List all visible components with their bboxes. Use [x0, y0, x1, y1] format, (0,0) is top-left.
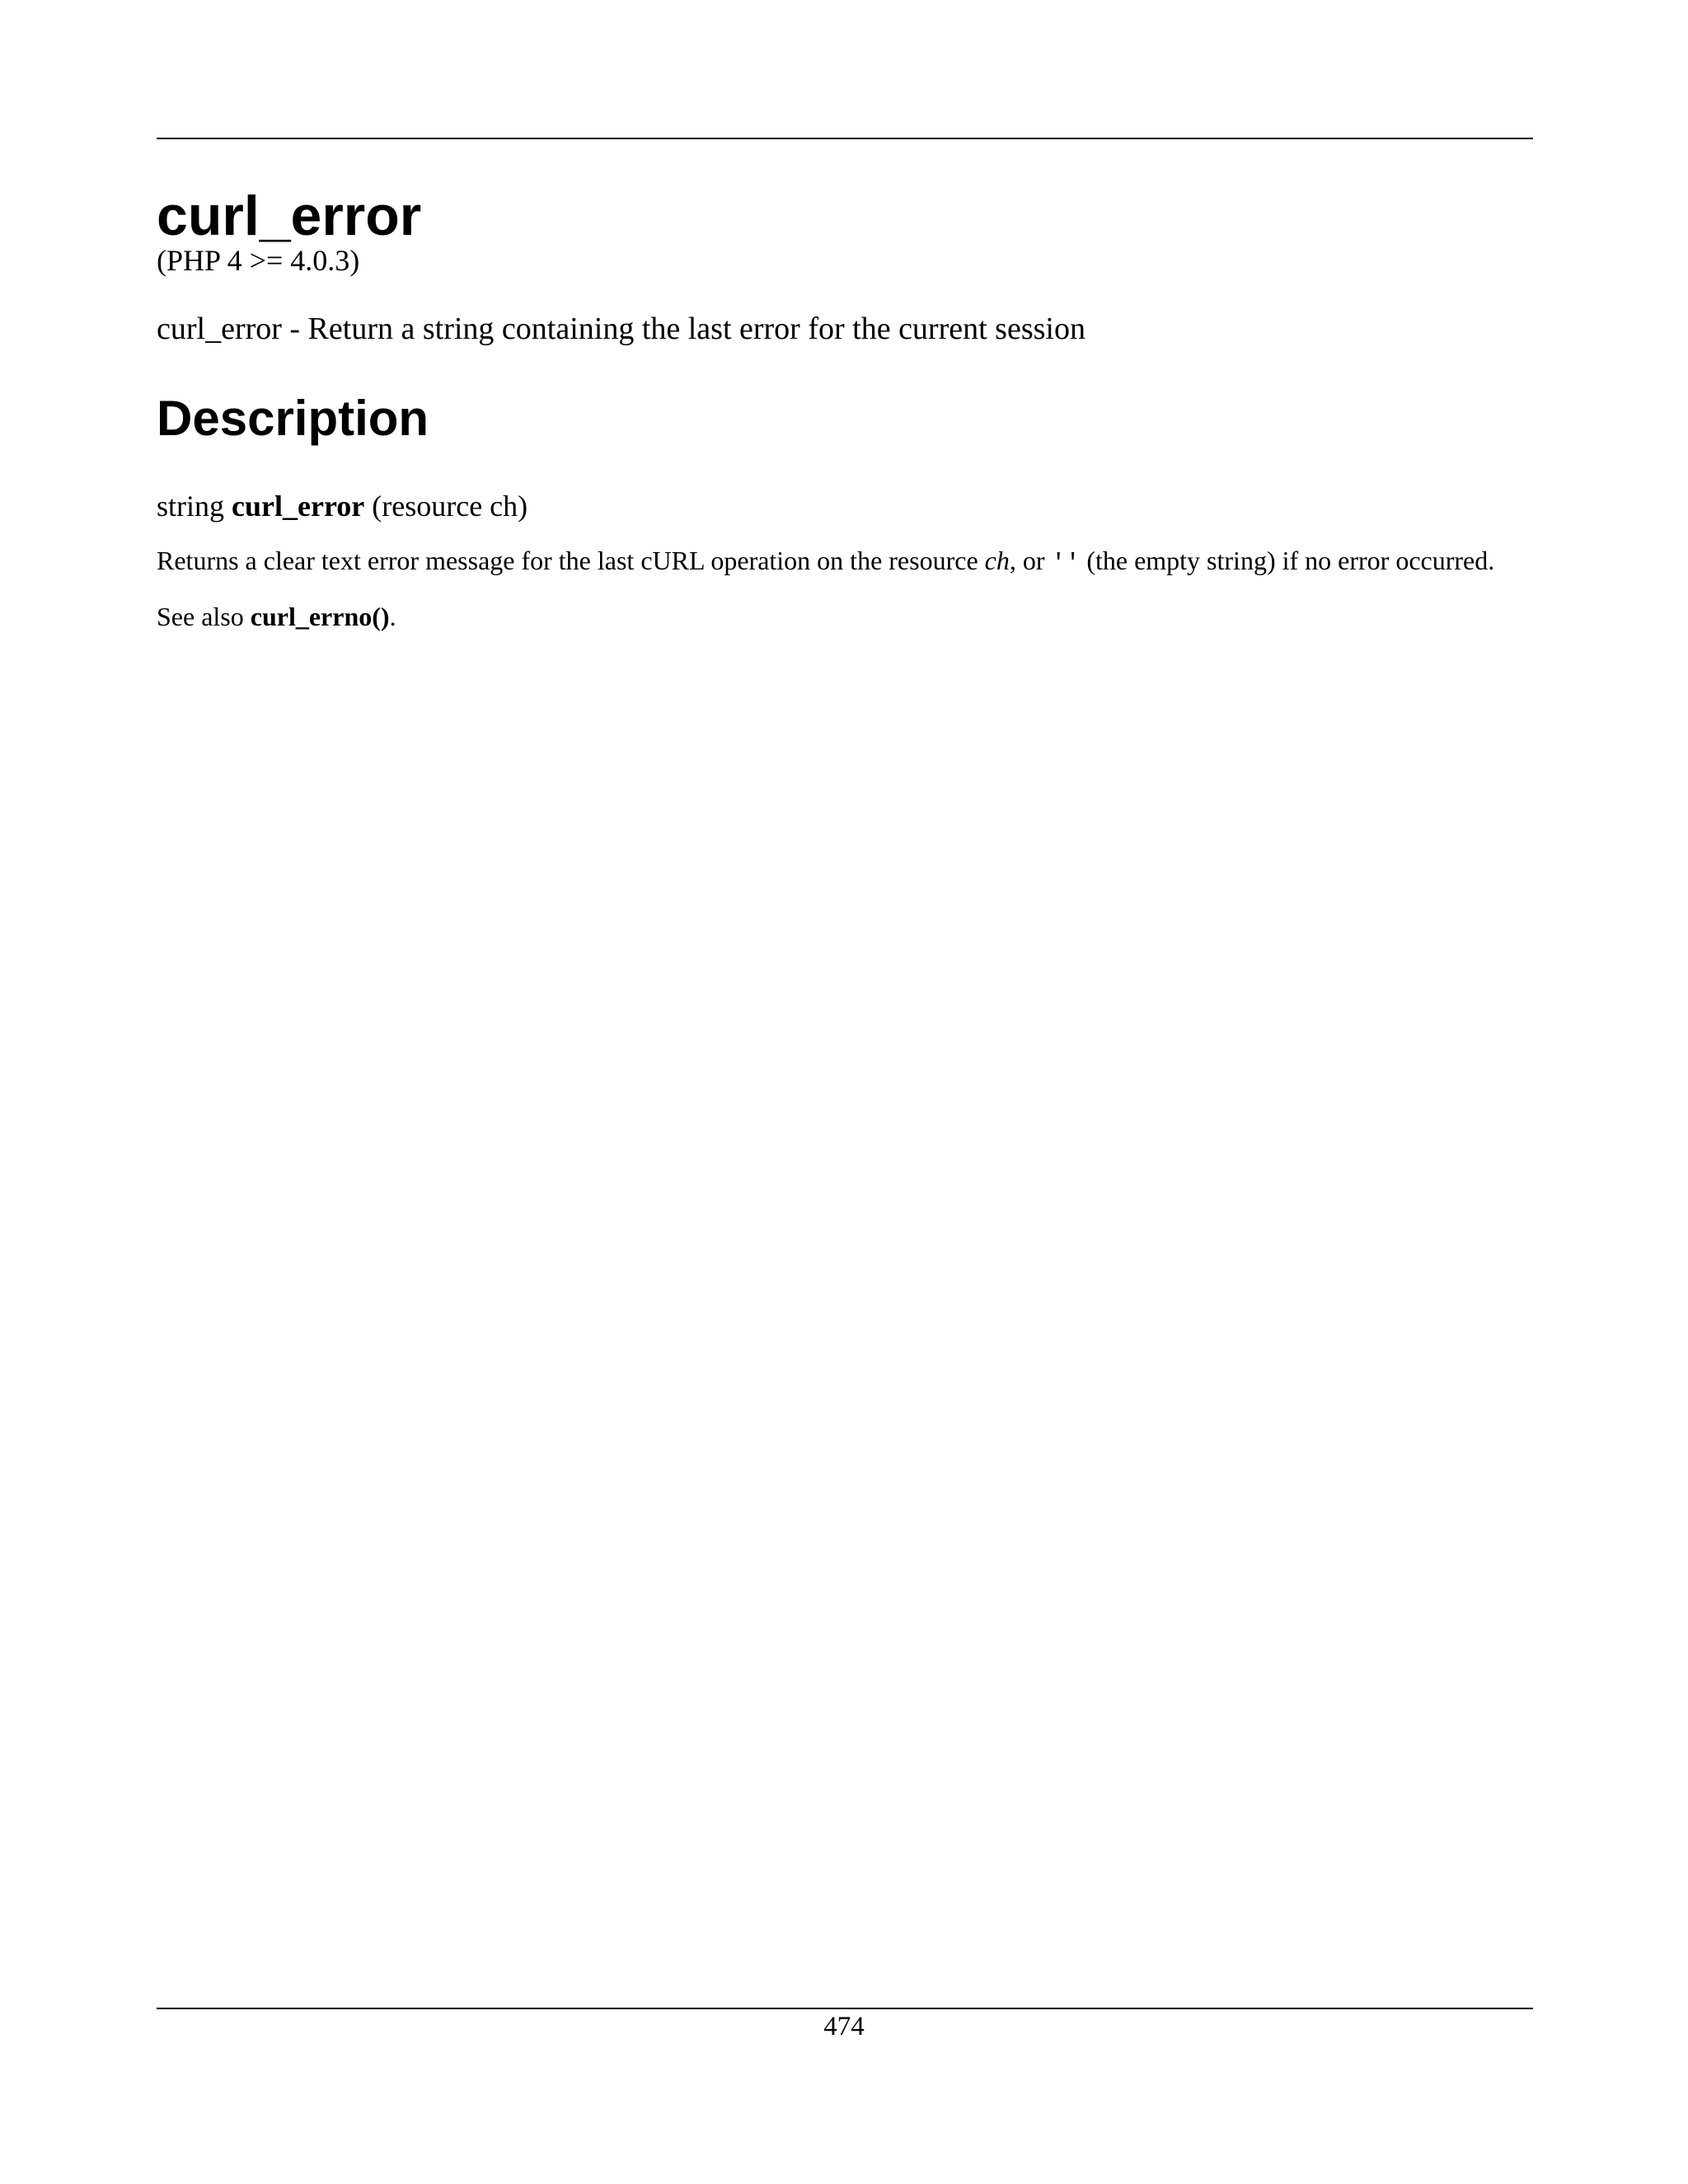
see-also-prefix: See also [157, 602, 251, 632]
description-text-2: , or [1009, 546, 1052, 576]
see-also-link[interactable]: curl_errno() [250, 602, 390, 632]
see-also-suffix: . [389, 602, 396, 632]
synopsis-params: (resource ch) [372, 489, 528, 523]
description-literal: '' [1051, 550, 1081, 578]
function-purpose: curl_error - Return a string containing the last error for the current session [157, 312, 1085, 347]
page-number: 474 [823, 2012, 865, 2041]
footer-rule [157, 2008, 1533, 2009]
description-heading: Description [157, 390, 429, 446]
see-also-paragraph [157, 602, 1533, 631]
header-rule [157, 138, 1533, 139]
synopsis-return-type: string [157, 489, 225, 523]
description-text-1: Returns a clear text error message for the last cURL operation on the resource [157, 546, 985, 576]
function-title: curl_error [157, 185, 422, 247]
description-paragraph [157, 546, 1533, 577]
synopsis-function-name: curl_error [232, 489, 365, 523]
description-param: ch [984, 546, 1010, 576]
page-content [157, 185, 1533, 632]
version-info: (PHP 4 >= 4.0.3) [157, 244, 360, 277]
description-text-3: (the empty string) if no error occurred. [1080, 546, 1495, 576]
function-synopsis [157, 489, 1533, 524]
